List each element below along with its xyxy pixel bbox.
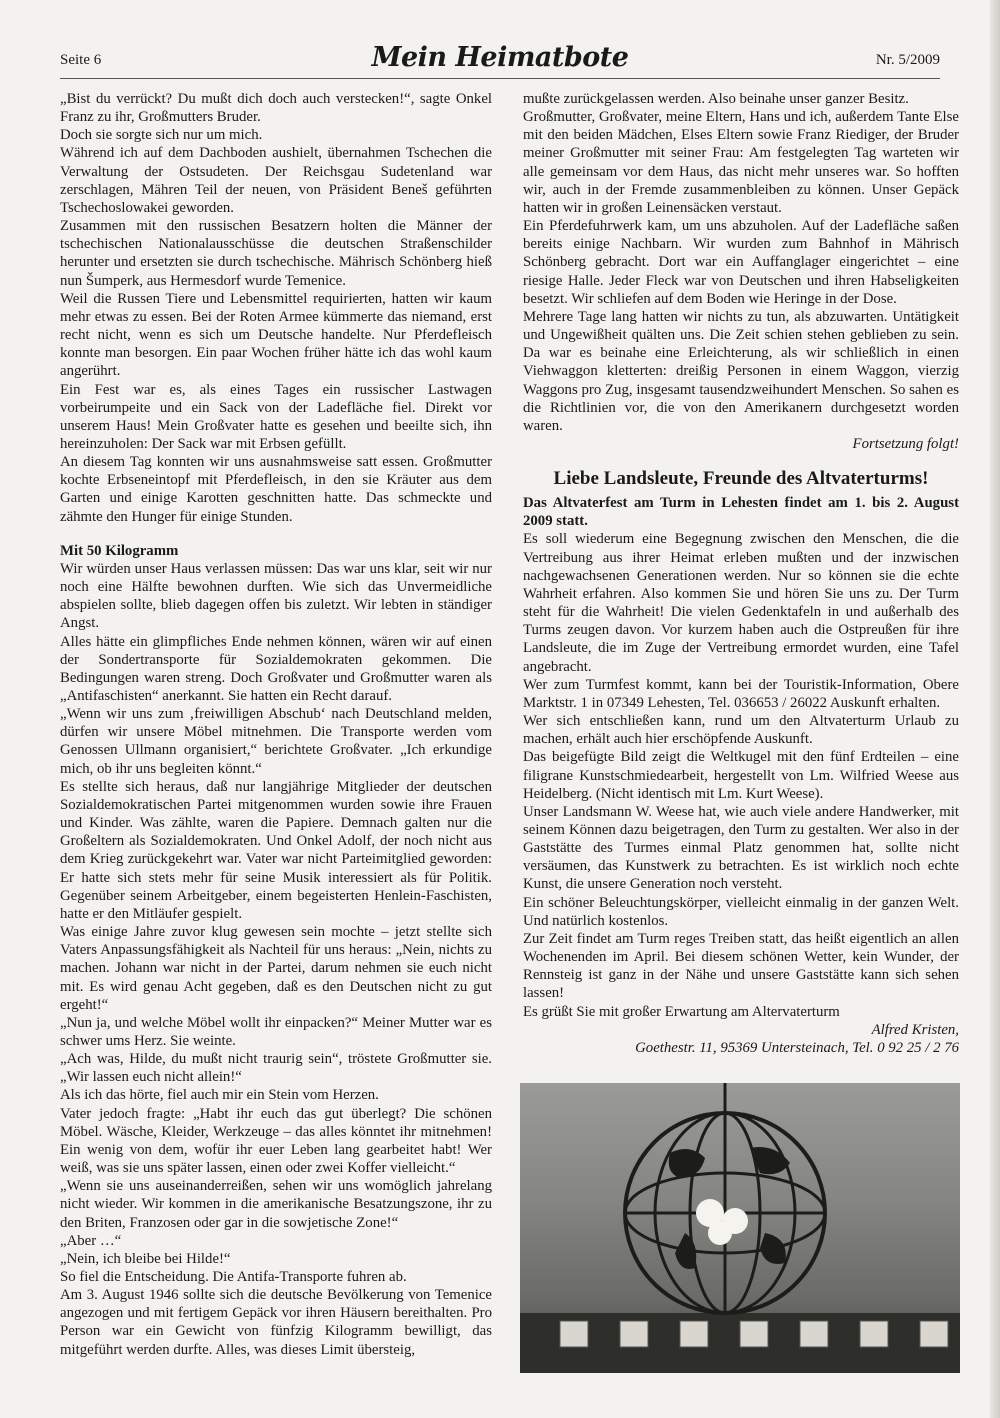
light-bulbs — [696, 1199, 748, 1245]
issue-number: Nr. 5/2009 — [875, 52, 940, 68]
paragraph: Wer zum Turmfest kommt, kann bei der Touristik-Information, Obere Marktstr. 1 in 07349 Lehesten, Tel. 036653 / 26022 Auskunft erhalten. — [523, 676, 959, 711]
globe-lamp-illustration — [520, 1083, 960, 1373]
left-column — [60, 90, 492, 1359]
paragraph: „Nun ja, und welche Möbel wollt ihr einpacken?“ Meiner Mutter war es schwer ums Herz. Sie weinte. — [60, 1014, 492, 1049]
signature-name: Alfred Kristen, — [871, 1021, 959, 1038]
paragraph: Alles hätte ein glimpfliches Ende nehmen können, wären wir auf einen der Sondertransporte für Sozialdemokraten gekommen. Die Bedingungen waren streng. Doch Großvater und Großmutter waren als „Antifaschisten“ anerkannt. Sie hatten ein Recht darauf. — [60, 633, 492, 704]
section-heading: Mit 50 Kilogramm — [60, 542, 179, 559]
paragraph: Es grüßt Sie mit großer Erwartung am Altervaterturm — [523, 1003, 840, 1020]
notice-box — [523, 470, 959, 1057]
notice-title: Liebe Landsleute, Freunde des Altvaterturms! — [553, 468, 929, 489]
paragraph: Am 3. August 1946 sollte sich die deutsche Bevölkerung von Temenice angezogen und mit fertigem Gepäck vor ihren Häusern bereithalten. Pro Person war ein Gewicht von fünfzig Kilogramm bewilligt, das mitgeführt werden durfte. Alles, was dieses Limit übersteig, — [60, 1287, 492, 1358]
paragraph: Es stellte sich heraus, daß nur langjährige Mitglieder der deutschen Sozialdemokratischen Partei mitgenommen wurden sowie ihre Frauen und Kinder. Was zählte, waren die Papiere. Demnach galten nur die Großeltern als Sozialdemokraten. Und Onkel Adolf, der noch nicht aus dem Krieg zurückgekehrt war. Vater war nicht Parteimitglied geworden: Er hatte sich stets mehr für seine Musik interessiert als für Politik. Gegenüber seinem Arbeitgeber, einem begeisterten Henlein-Faschisten, hatte er den Mitläufer gespielt. — [60, 778, 492, 922]
signature-address: Goethestr. 11, 95369 Untersteinach, Tel. 0 92 25 / 2 76 — [635, 1039, 959, 1056]
paragraph: „Nein, ich bleibe bei Hilde!“ — [60, 1250, 231, 1267]
paragraph: Unser Landsmann W. Weese hat, wie auch viele andere Handwerker, mit seinem Können dazu beigetragen, den Turm zu gestalten. Wer also in der Gaststätte des Turmes einmal Platz genommen hat, sollte nicht versäumen, das Kunstwerk zu betrachten. Es ist wirklich noch echte Kunst, die unsere Generation noch versteht. — [523, 803, 959, 893]
paragraph: „Aber …“ — [60, 1232, 122, 1249]
notice-lead: Das Altvaterfest am Turm in Lehesten findet am 1. bis 2. August 2009 statt. — [523, 495, 959, 530]
paragraph: „Bist du verrückt? Du mußt dich doch auch verstecken!“, sagte Onkel Franz zu ihr, Großmutters Bruder. — [60, 91, 492, 126]
header-rule — [60, 78, 940, 79]
globe-continents — [669, 1147, 790, 1269]
paragraph: „Ach was, Hilde, du mußt nicht traurig sein“, tröstete Großmutter sie. „Wir lassen euch nicht allein!“ — [60, 1051, 492, 1086]
paragraph: „Wenn wir uns zum ‚freiwilligen Abschub‘ nach Deutschland melden, dürfen wir unsere Möbel mitnehmen. Die Transporte werden vom Genossen Ullmann organisiert,“ berichtete Großvater. „Ich erkundige mich, ob ihr uns begleiten könnt.“ — [60, 706, 492, 777]
page-header — [60, 42, 940, 82]
paragraph: Großmutter, Großvater, meine Eltern, Hans und ich, außerdem Tante Else mit den beiden Mädchen, Elses Eltern sowie Franz Riediger, der Bruder meiner Großmutter mit seiner Frau: Am festgelegten Tag warteten wir alle gemeinsam vor dem Haus, das nicht mehr unseres war. So hofften wir, auch in der Fremde zusammenbleiben zu können. Unser Gepäck hatten wir in großen Leinensäcken verstaut. — [523, 109, 959, 216]
right-column-story — [523, 90, 959, 453]
paragraph: Es soll wiederum eine Begegnung zwischen den Menschen, die die Vertreibung aus ihrer Heimat erleben mußten und der inzwischen nachgewachsenen Generationen werden. Nur so können sie die echte Wahrheit erfahren. Also kommen Sie und hören Sie uns zu. Der Turm steht für die Wahrheit! Die vielen Gedenktafeln in und außerhalb des Turms zeugen davon. Vor kurzem haben auch die Ostpreußen für ihre Landsleute, die im Zuge der Vertreibung ermordet wurden, eine Tafel angebracht. — [523, 531, 959, 675]
continuation-note: Fortsetzung folgt! — [852, 435, 959, 452]
paragraph: Ein Pferdefuhrwerk kam, um uns abzuholen. Auf der Ladefläche saßen bereits einige Nachbarn. Wir wurden zum Bahnhof in Mährisch Schönberg gebracht. Dort war ein Auffanglager eingerichtet – eine riesige Halle. Jeder Fleck war von Deutschen und ihren Habseligkeiten besetzt. Wir schliefen auf dem Boden wie Heringe in der Dose. — [523, 218, 959, 307]
paragraph: Zur Zeit findet am Turm reges Treiben statt, das heißt eigentlich an allen Wochenenden im April. Bei diesem schönen Wetter, kein Wunder, der Rennsteig ist ganz in der Nähe und unsere Gaststätte kann sich sehen lassen! — [523, 930, 959, 1002]
paragraph: Ein schöner Beleuchtungskörper, vielleicht einmalig in der ganzen Welt. Und natürlich kostenlos. — [523, 894, 959, 929]
paragraph: Ein Fest war es, als eines Tages ein russischer Lastwagen vorbeirumpeite und ein Sack von der Ladefläche fiel. Direkt vor unserem Haus! Mein Großvater hatte es gesehen und beeilte sich, ihn hereinzuholen: Der Sack war mit Erbsen gefüllt. — [60, 381, 492, 452]
paragraph: Während ich auf dem Dachboden aushielt, übernahmen Tschechen die Verwaltung der Ostsudeten. Der Reichsgau Sudetenland war zerschlagen, Mähren Teil der neuen, von Präsident Beneš geführten Tschechoslowakei geworden. — [60, 145, 492, 216]
page-number: Seite 6 — [60, 52, 102, 68]
masthead-title: Mein Heimatbote — [371, 42, 629, 73]
paragraph: Wer sich entschließen kann, rund um den Altvaterturm Urlaub zu machen, erhält auch hier erschöpfende Auskunft. — [523, 713, 959, 748]
paragraph: Zusammen mit den russischen Besatzern holten die Männer der tschechischen Nationalausschüsse die deutschen Straßenschilder herunter und ersetzten sie durch tschechische. Mährisch Schönberg hieß nun Šumperk, aus Hermesdorf wurde Temenice. — [60, 218, 492, 289]
paragraph: Was einige Jahre zuvor klug gewesen sein mochte – jetzt stellte sich Vaters Anpassungsfähigkeit als Nachteil für uns heraus: „Nein, nichts zu machen. Johann war nicht in der Partei, darum nehmen sie euch nicht mit. Es wird genau Acht gegeben, daß es den Deutschen nicht zu gut ergeht!“ — [60, 924, 492, 1013]
paragraph: „Wenn sie uns auseinanderreißen, sehen wir uns womöglich jahrelang nicht wieder. Wir kommen in die amerikanische Besatzungszone, ihr zu den Briten, Franzosen oder gar in die sowjetische Zone!“ — [60, 1178, 492, 1231]
paragraph: Weil die Russen Tiere und Lebensmittel requirierten, hatten wir kaum mehr etwas zu essen. Bei der Roten Armee kümmerte das niemand, erst recht nicht, wenn es sich um Deutsche handelte. Nur Pferdefleisch konnte man besorgen. Ein paar Wochen früher hätte ich das wohl kaum angerührt. — [60, 290, 492, 380]
paragraph: Wir würden unser Haus verlassen müssen: Das war uns klar, seit wir nur noch eine Hälfte bewohnen durften. Wie sich das Unvermeidliche abspielen sollte, blieb dagegen offen bis zuletzt. Wir lebten in ständiger Angst. — [60, 560, 492, 632]
paragraph: mußte zurückgelassen werden. Also beinahe unser ganzer Besitz. — [523, 91, 909, 107]
paragraph: Doch sie sorgte sich nur um mich. — [60, 127, 263, 144]
paragraph: Das beigefügte Bild zeigt die Weltkugel mit den fünf Erdteilen – eine filigrane Kunstschmiedearbeit, hergestellt von Lm. Wilfried Weese aus Heidelberg. (Nicht identisch mit Lm. Kurt Weese). — [523, 749, 959, 802]
page-edge-shadow — [990, 0, 1000, 1418]
paragraph: So fiel die Entscheidung. Die Antifa-Transporte fuhren ab. — [60, 1269, 407, 1285]
paragraph: Mehrere Tage lang hatten wir nichts zu tun, als abzuwarten. Untätigkeit und Ungewißheit quälten uns. Die Zeit schien stehen geblieben zu sein. Da war es beinahe eine Erleichterung, als wir schließlich in einen Viehwaggon kletterten: dreißig Personen in einem Waggon, vierzig Waggons pro Zug, insgesamt tausendzweihundert Menschen. So sahen es die Richtlinien vor, die von den Amerikanern durchgesetzt worden waren. — [523, 308, 959, 434]
paragraph: Als ich das hörte, fiel auch mir ein Stein vom Herzen. — [60, 1087, 379, 1104]
globe-lamp-photo — [520, 1083, 960, 1373]
paragraph: Vater jedoch fragte: „Habt ihr euch das gut überlegt? Die schönen Möbel. Wäsche, Kleider, Werkzeuge – das alles könntet ihr mitnehmen! Ein wenig von dem, wofür ihr euer Leben lang gearbeitet habt! Wer weiß, was sie uns später lassen, einen oder zwei Koffer vielleicht.“ — [60, 1105, 492, 1177]
paragraph: An diesem Tag konnten wir uns ausnahmsweise satt essen. Großmutter kochte Erbseneintopf mit Pferdefleisch, in den sie Kräuter aus dem Garten und einige Karotten geschnitten hatte. Das schmeckte und zähmte den Hunger für einige Stunden. — [60, 454, 492, 525]
